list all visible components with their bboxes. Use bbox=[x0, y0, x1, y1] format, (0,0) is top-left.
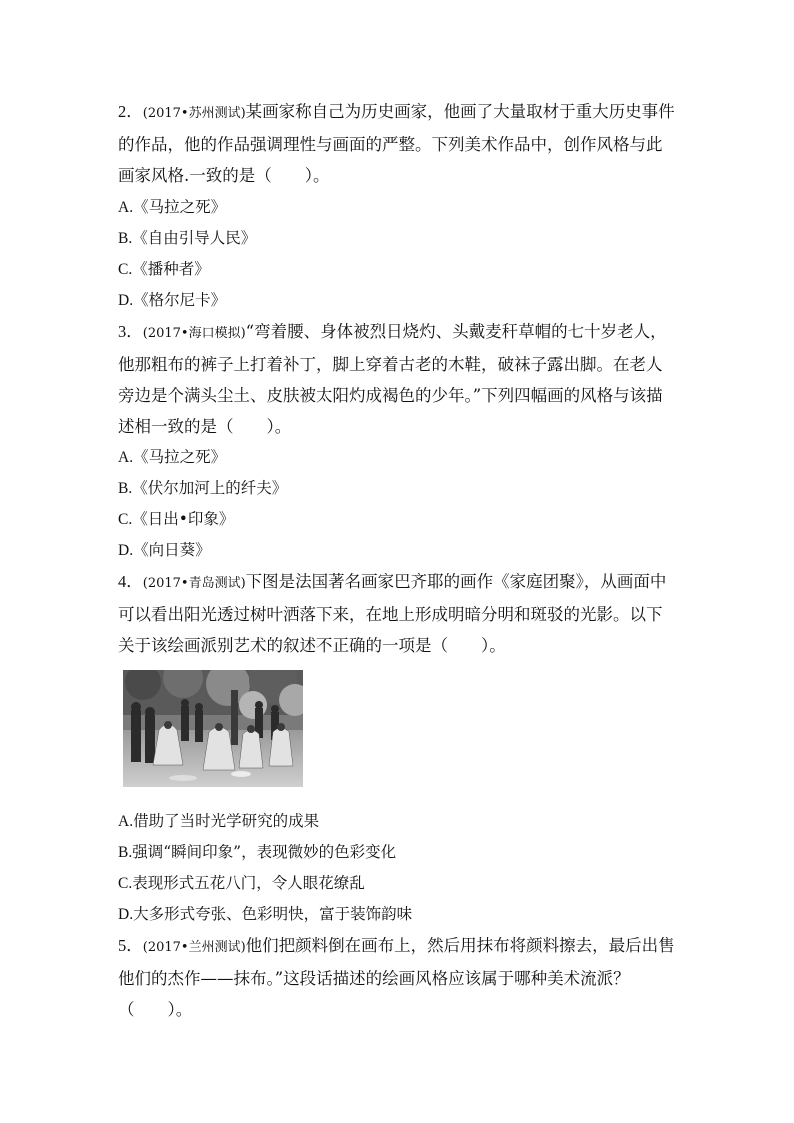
question-2-stem bbox=[118, 96, 678, 191]
question-3-stem bbox=[118, 316, 678, 442]
question-3-option-c: C.《日出•印象》 bbox=[118, 510, 235, 528]
question-source: (2017•海口模拟) bbox=[142, 326, 246, 341]
question-number: 3． bbox=[118, 322, 143, 341]
question-number: 5． bbox=[118, 936, 143, 955]
question-4-option-c: C.表现形式五花八门，令人眼花缭乱 bbox=[118, 874, 365, 892]
question-source: (2017•青岛测试) bbox=[142, 576, 246, 591]
question-5-stem bbox=[118, 930, 678, 1025]
question-2-option-c: C.《播种者》 bbox=[118, 260, 210, 278]
question-2-option-d: D.《格尔尼卡》 bbox=[118, 291, 227, 309]
question-source: (2017•兰州测试) bbox=[142, 940, 246, 955]
question-number: 4． bbox=[118, 572, 143, 591]
question-4-option-d: D.大多形式夸张、色彩明快，富于装饰韵味 bbox=[118, 905, 413, 923]
question-number: 2． bbox=[118, 102, 143, 121]
question-2-option-a: A.《马拉之死》 bbox=[118, 198, 227, 216]
painting-family-reunion-image bbox=[123, 670, 303, 787]
question-2-option-b: B.《自由引导人民》 bbox=[118, 229, 257, 247]
question-4-option-b: B.强调“瞬间印象”，表现微妙的色彩变化 bbox=[118, 843, 397, 861]
question-source: (2017•苏州测试) bbox=[142, 106, 246, 121]
question-4-option-a: A.借助了当时光学研究的成果 bbox=[118, 812, 320, 830]
question-text: 他们把颜料倒在画布上，然后用抹布将颜料擦去，最后出售他们的杰作——抹布。”这段话描述的绘画风格应该属于哪种美术流派？（ ）。 bbox=[118, 936, 675, 1019]
question-3-option-d: D.《向日葵》 bbox=[118, 541, 211, 559]
question-text: “弯着腰、身体被烈日烧灼、头戴麦秆草帽的七十岁老人，他那粗布的裤子上打着补丁，脚上穿着古老的木鞋，破袜子露出脚。在老人旁边是个满头尘土、皮肤被太阳灼成褐色的少年。”下列四幅画的风格与该描述相一致的是（ ）。 bbox=[118, 322, 667, 436]
question-text: 某画家称自己为历史画家，他画了大量取材于重大历史事件的作品，他的作品强调理性与画面的严整。下列美术作品中，创作风格与此画家风格.一致的是（ ）。 bbox=[118, 102, 675, 185]
question-3-option-a: A.《马拉之死》 bbox=[118, 448, 227, 466]
question-3-option-b: B.《伏尔加河上的纤夫》 bbox=[118, 479, 288, 497]
question-4-stem bbox=[118, 566, 678, 661]
question-text: 下图是法国著名画家巴齐耶的画作《家庭团聚》，从画面中可以看出阳光透过树叶洒落下来，在地上形成明暗分明和斑驳的光影。以下关于该绘画派别艺术的叙述不正确的一项是（ ）。 bbox=[118, 572, 667, 655]
